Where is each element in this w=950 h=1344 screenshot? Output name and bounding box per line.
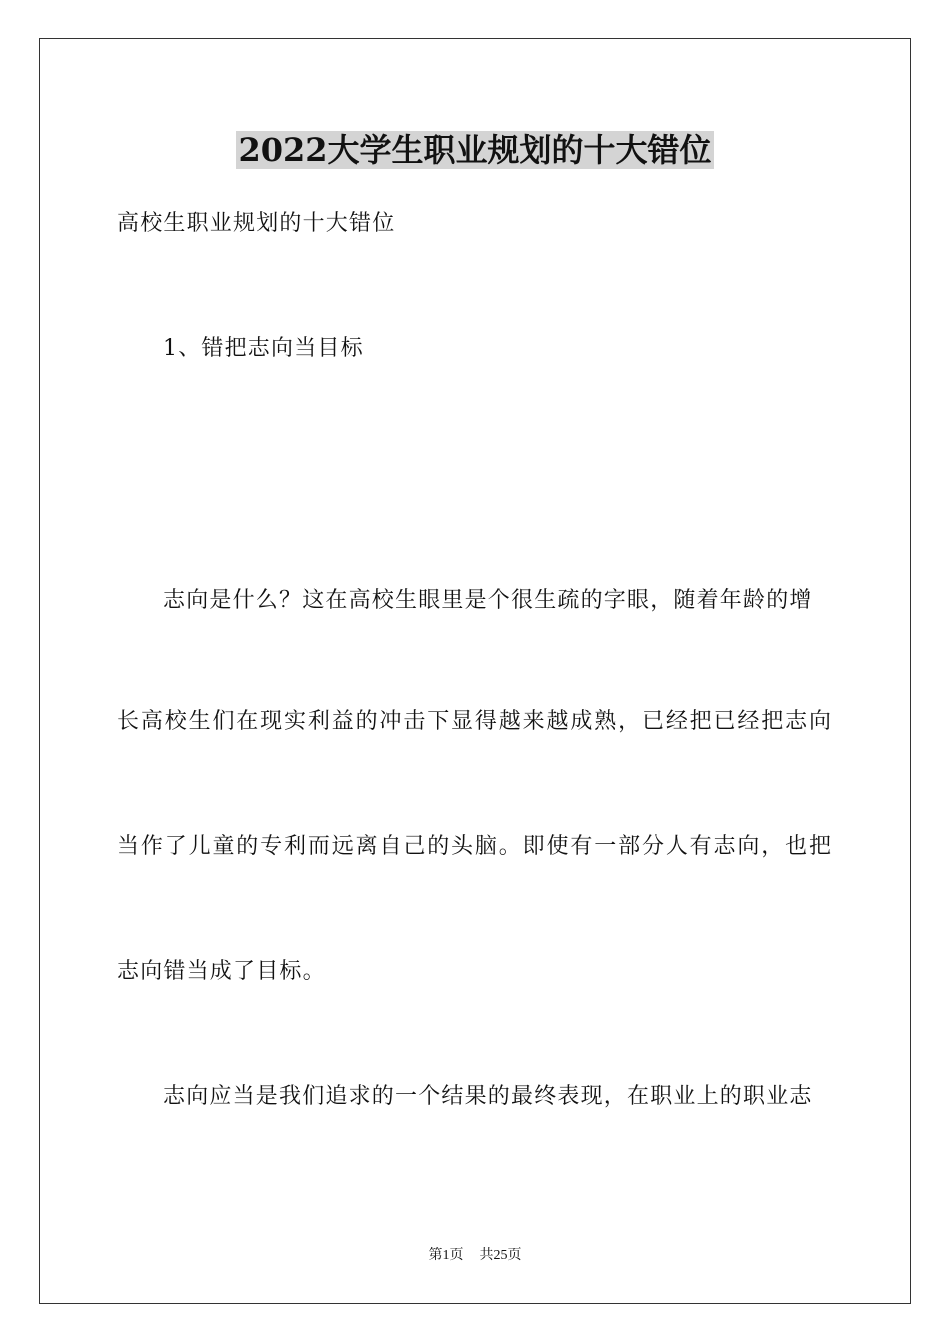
paragraph-line: 当作了儿童的专利而远离自己的头脑。即使有一部分人有志向，也把 <box>117 834 831 859</box>
document-title-text: 2022大学生职业规划的十大错位 <box>238 131 712 169</box>
paragraph-line: 志向是什么？这在高校生眼里是个很生疏的字眼，随着年龄的增 <box>163 588 813 613</box>
document-subtitle: 高校生职业规划的十大错位 <box>117 211 396 236</box>
page-total: 共25页 <box>479 1248 522 1263</box>
paragraph-line: 长高校生们在现实利益的冲击下显得越来越成熟，已经把已经把志向 <box>117 709 831 734</box>
page-number: 第1页 <box>428 1248 464 1263</box>
paragraph-line: 志向应当是我们追求的一个结果的最终表现，在职业上的职业志 <box>163 1084 813 1109</box>
section-heading: 1、错把志向当目标 <box>163 336 364 361</box>
document-title <box>0 128 950 172</box>
paragraph-line: 志向错当成了目标。 <box>117 959 326 984</box>
page-footer <box>0 1246 950 1266</box>
